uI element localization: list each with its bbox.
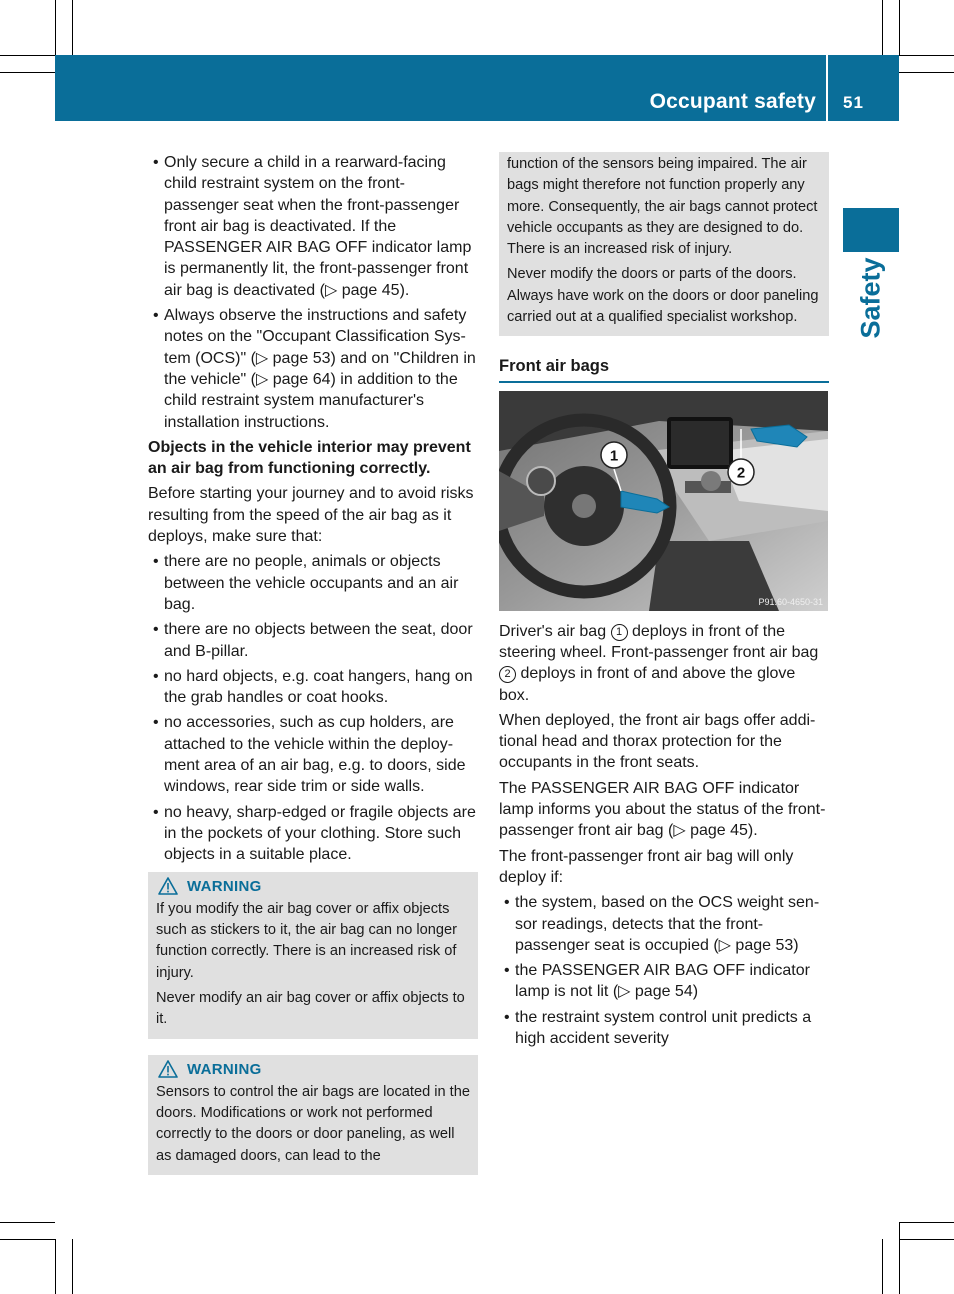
warning-text: If you modify the air bag cover or affix objects such as stickers to it, the air bag can no longer function correctly. There is an increased risk of injury.: [156, 900, 457, 981]
bold-heading: Objects in the vehicle interior may prevent an air bag from functioning correctly.: [148, 438, 471, 478]
bullet-list-top: [148, 152, 478, 433]
bullet-list-conditions: [499, 892, 829, 1049]
warning-text: Sensors to control the air bags are located in the doors. Modifications or work not performed correctly to the doors or door paneling, as well as damaged doors, can lead to the: [156, 1083, 470, 1164]
list-item: • no accessories, such as cup holders, are attached to the vehicle within the deployment area of an air bag, e.g. to doors, side windows, rear side trim or side walls.: [148, 712, 478, 797]
warning-label: WARNING: [187, 877, 262, 895]
section-label: Safety: [855, 257, 886, 339]
crop-mark: [882, 0, 883, 55]
crop-mark: [882, 1239, 883, 1294]
section-tab: [843, 208, 899, 252]
paragraph: The PASSENGER AIR BAG OFF indicator lamp informs you about the status of the front-passenger front air bag (▷ page 45).: [499, 779, 826, 840]
warning-box: [148, 872, 478, 1039]
text-fragment: deploys in front of and above the glove box.: [499, 665, 796, 704]
left-column: [148, 152, 478, 1175]
crop-mark: [55, 0, 56, 55]
paragraph: The front-passenger front air bag will only deploy if:: [499, 847, 794, 886]
list-item: • no heavy, sharp-edged or fragile objects are in the pockets of your clothing. Store such objects in a suitable place.: [148, 802, 478, 866]
callout-1: 1: [609, 447, 619, 465]
crop-mark: [899, 1239, 954, 1240]
warning-heading: [156, 876, 470, 897]
chapter-title: Occupant safety: [649, 90, 816, 113]
page-number: 51: [843, 93, 864, 112]
warning-heading: [156, 1059, 470, 1080]
paragraph: When deployed, the front air bags offer additional head and thorax protection for the occupants in the front seats.: [499, 711, 816, 772]
list-item: • Always observe the instructions and safety notes on the "Occupant Classification System (OCS)" (▷ page 53) and on "Children in the vehicle" (▷ page 64) in addition to the child restraint system manufacturer's installation instructions.: [148, 305, 478, 433]
text-fragment: deploys in front of the steering wheel. Front-passenger front air bag: [499, 622, 819, 661]
warning-box: [148, 1055, 478, 1175]
warning-text: Never modify the doors or parts of the doors. Always have work on the doors or door paneling carried out at a qualified specialist workshop.: [507, 266, 819, 326]
warning-label: WARNING: [187, 1060, 262, 1078]
crop-mark: [0, 1222, 55, 1223]
warning-text: Never modify an air bag cover or affix objects to it.: [156, 989, 465, 1028]
list-item: • Only secure a child in a rearward-facing child restraint system on the front-passenger seat when the front-passenger front air bag is deactivated. If the PASSENGER AIR BAG OFF indicator lamp is permanently lit, the front-passenger front air bag is deactivated (▷ page 45).: [148, 152, 478, 301]
crop-mark: [0, 1239, 55, 1240]
header-divider: [826, 55, 828, 121]
list-item: • no hard objects, e.g. coat hangers, hang on the grab handles or coat hooks.: [148, 666, 478, 709]
crop-mark: [0, 55, 55, 56]
intro-paragraph: Before starting your journey and to avoid risks resulting from the speed of the air bag as it deploys, make sure that:: [148, 485, 474, 546]
airbag-paragraph: [499, 621, 829, 706]
crop-mark: [72, 1239, 73, 1294]
crop-mark: [899, 0, 900, 55]
list-item: • there are no objects between the seat, door and B-pillar.: [148, 619, 478, 662]
crop-mark: [899, 72, 954, 73]
list-item: • the PASSENGER AIR BAG OFF indicator lamp is not lit (▷ page 54): [499, 960, 829, 1003]
figure-code: P91.60-4650-31: [758, 596, 823, 607]
warning-text: function of the sensors being impaired. The air bags might therefore not function properly any more. Consequently, the air bags cannot protect vehicle occupants as they are designed to do. There is an increased risk of injury.: [507, 156, 818, 258]
crop-mark: [55, 1239, 56, 1294]
callout-2: 2: [736, 464, 746, 482]
header-bar: [55, 55, 899, 121]
crop-mark: [899, 1222, 954, 1223]
crop-mark: [72, 0, 73, 55]
text-fragment: Driver's air bag: [499, 622, 607, 640]
callout-ref-2: 2: [499, 666, 516, 683]
warning-triangle-icon: [158, 1060, 178, 1078]
right-column: [499, 152, 829, 1053]
list-item: • there are no people, animals or objects between the vehicle occupants and an air bag.: [148, 551, 478, 615]
dashboard-airbag-image: [499, 391, 828, 611]
section-heading: Front air bags: [499, 356, 829, 382]
callout-ref-1: 1: [611, 624, 628, 641]
list-item: • the restraint system control unit predicts a high accident severity: [499, 1007, 829, 1050]
warning-triangle-icon: [158, 877, 178, 895]
bullet-list-checks: [148, 551, 478, 865]
crop-mark: [0, 72, 55, 73]
crop-mark: [899, 1222, 900, 1294]
warning-box-continued: [499, 152, 829, 336]
list-item: • the system, based on the OCS weight sensor readings, detects that the front-passenger seat is occupied (▷ page 53): [499, 892, 829, 956]
crop-mark: [899, 55, 954, 56]
